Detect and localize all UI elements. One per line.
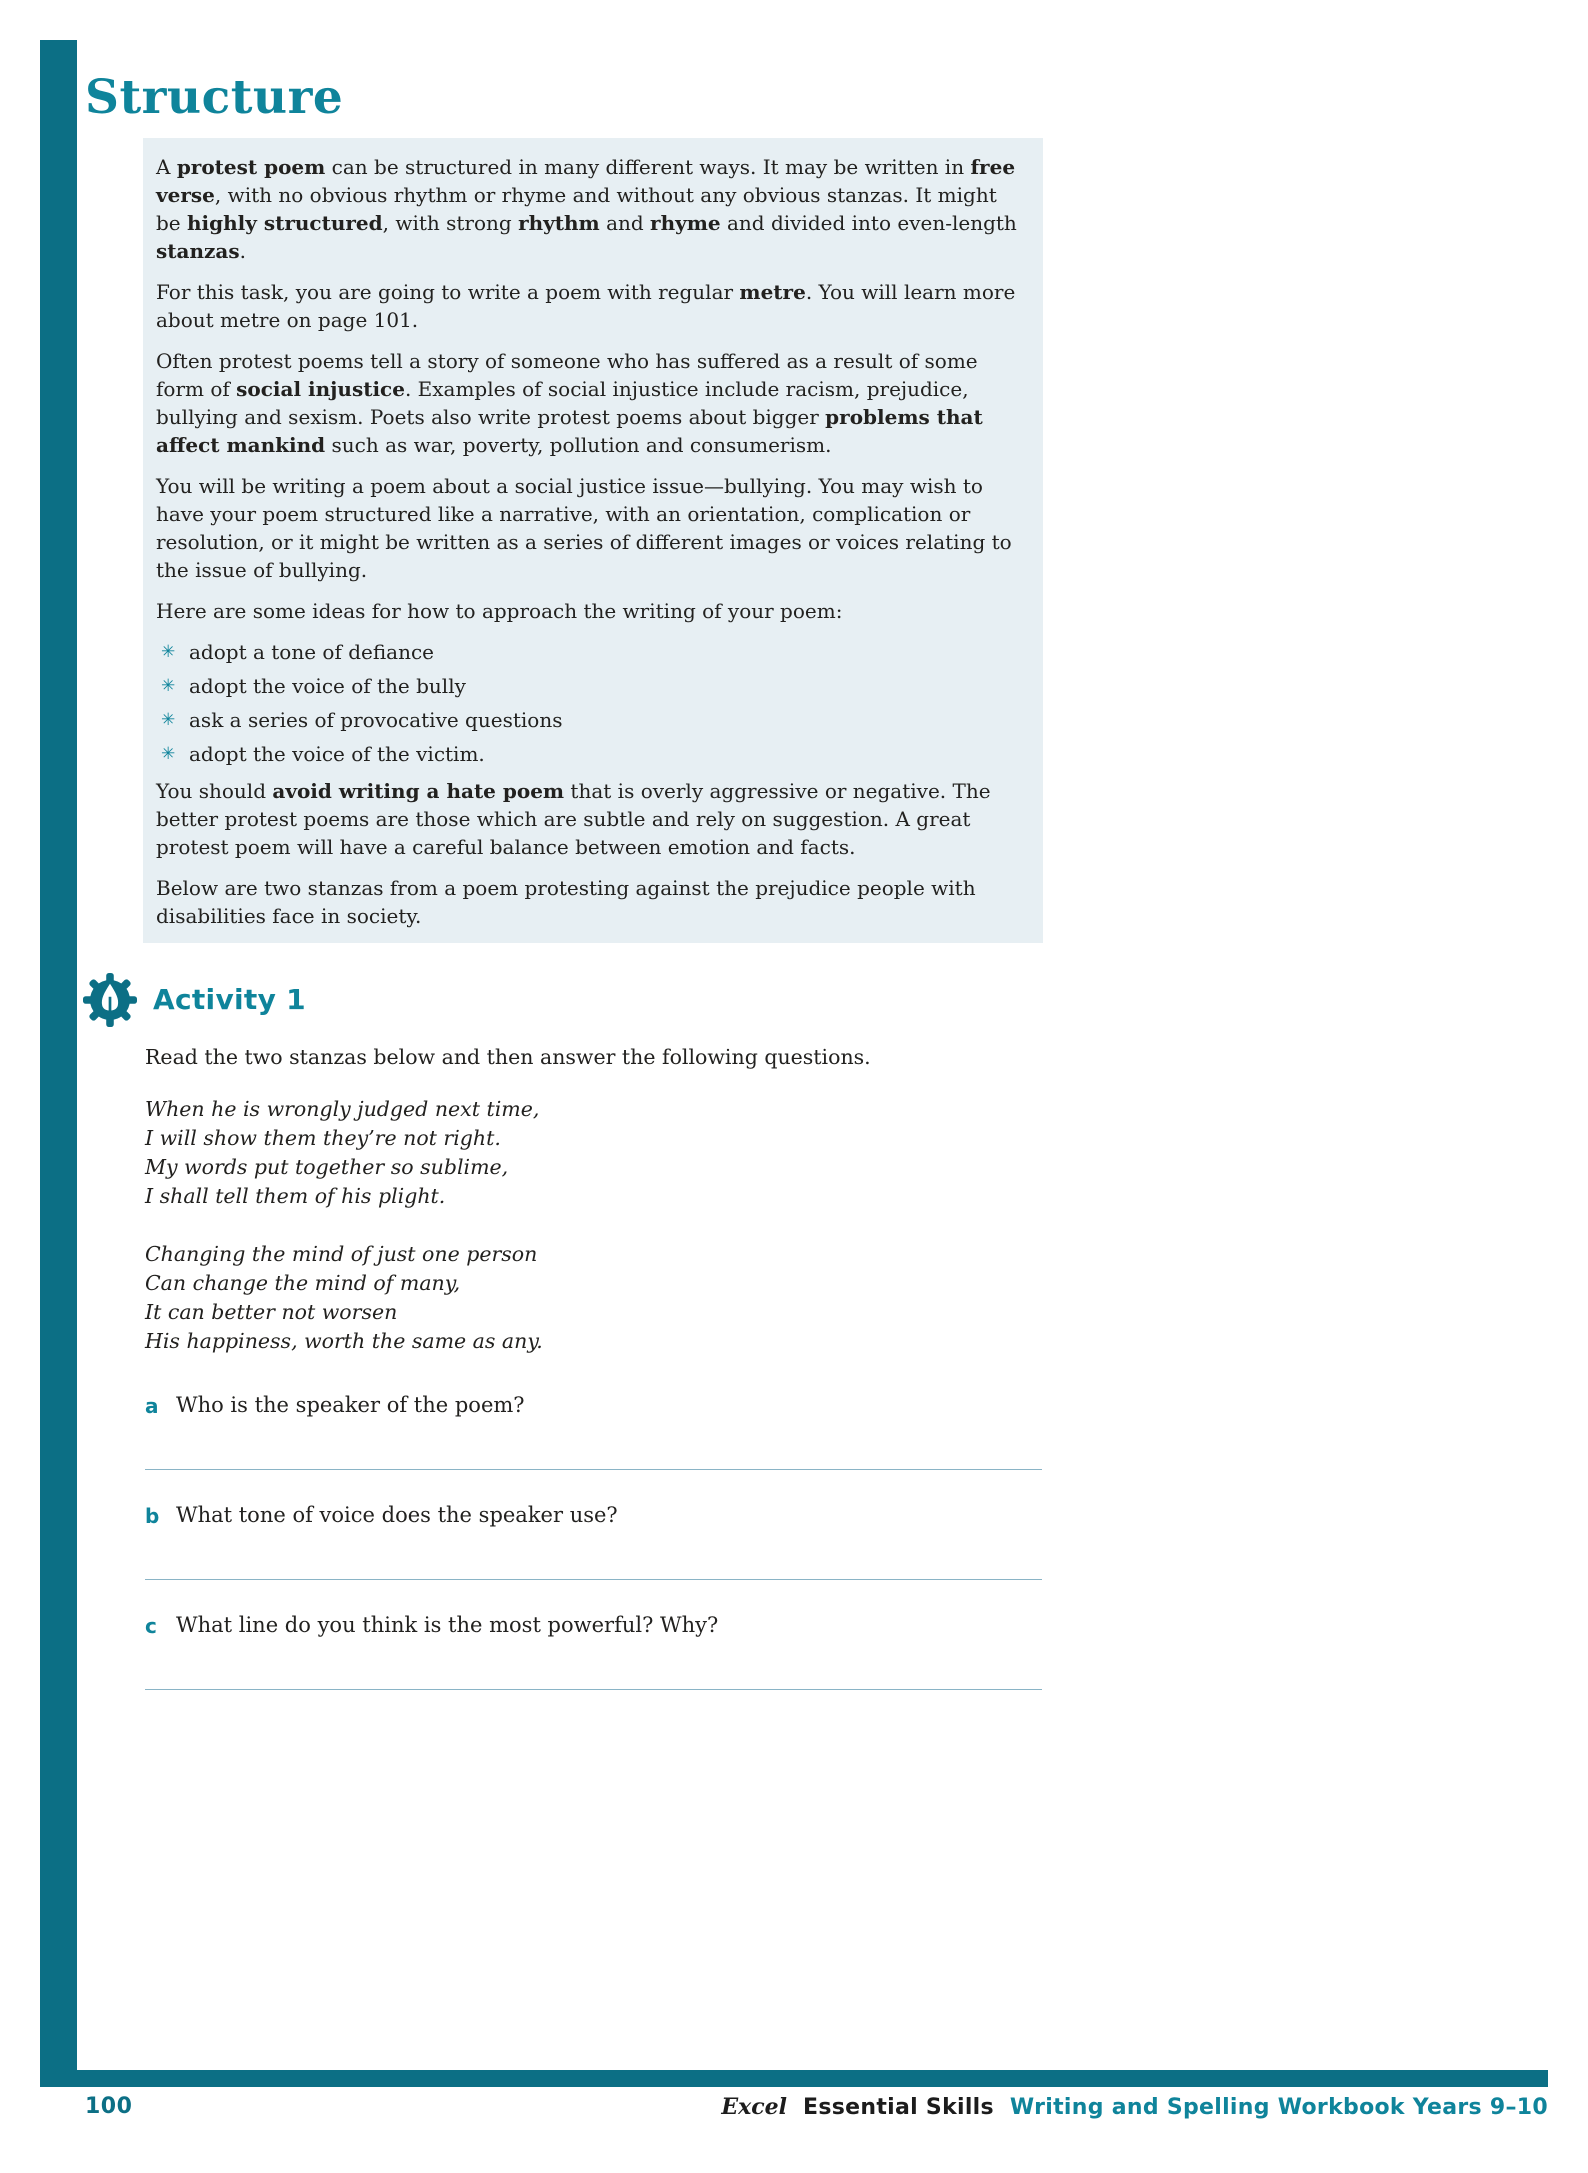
page-number: 100 (85, 2094, 133, 2119)
bullet-list (156, 638, 1019, 768)
question-row (145, 1612, 1042, 1640)
activity-heading: Activity 1 (153, 983, 306, 1017)
intro-paragraphs-after (156, 777, 1019, 930)
paragraph: You should avoid writing a hate poem that is overly aggressive or negative. The better protest poems are those which are subtle and rely on suggestion. A great protest poem will have a careful balance between emotion and facts. (156, 778, 991, 859)
paragraph: A protest poem can be structured in many different ways. It may be written in free verse, with no obvious rhythm or rhyme and without any obvious stanzas. It might be highly structured, with strong rhythm and rhyme and divided into even-length stanzas. (156, 154, 1017, 263)
list-item (161, 706, 1019, 734)
question-label: b (145, 1503, 160, 1528)
intro-paragraphs-before (156, 153, 1019, 625)
answer-line (145, 1579, 1042, 1580)
answer-line (145, 1469, 1042, 1470)
asterisk-bullet-icon: ✳ (161, 709, 176, 730)
bullet-text: adopt a tone of defiance (189, 639, 435, 664)
poem-stanza: Changing the mind of just one person Can change the mind of many, It can better not worsen His happiness, worth the same as any. (145, 1241, 543, 1353)
question-text: Who is the speaker of the poem? (176, 1392, 525, 1417)
activity-header (83, 973, 1588, 1027)
paragraph: Here are some ideas for how to approach the writing of your poem: (156, 598, 843, 623)
footer-series: Essential Skills (803, 2095, 994, 2120)
poem (145, 1095, 1588, 1356)
question-text: What line do you think is the most powerful? Why? (176, 1612, 719, 1637)
paragraph: Below are two stanzas from a poem protesting against the prejudice people with disabilities face in society. (156, 875, 976, 928)
activity-instruction: Read the two stanzas below and then answer the following questions. (145, 1044, 871, 1069)
list-item (161, 638, 1019, 666)
asterisk-bullet-icon: ✳ (161, 743, 176, 764)
footer-brand: Excel (721, 2094, 788, 2120)
answer-line (145, 1689, 1042, 1690)
poem-stanza: When he is wrongly judged next time, I will show them they’re not right. My words put together so sublime, I shall tell them of his plight. (145, 1096, 540, 1208)
question-label: a (145, 1393, 159, 1418)
question-row (145, 1502, 1042, 1530)
bullet-text: adopt the voice of the victim. (189, 741, 485, 766)
question-row (145, 1392, 1042, 1420)
list-item (161, 740, 1019, 768)
bullet-text: ask a series of provocative questions (189, 707, 563, 732)
intro-panel (143, 138, 1043, 943)
paragraph: For this task, you are going to write a poem with regular metre. You will learn more about metre on page 101. (156, 279, 1016, 332)
bullet-text: adopt the voice of the bully (189, 673, 466, 698)
question-text: What tone of voice does the speaker use? (176, 1502, 618, 1527)
paragraph: You will be writing a poem about a social justice issue—bullying. You may wish to have your poem structured like a narrative, with an orientation, complication or resolution, or it might be written as a series of different images or voices relating to the issue of bullying. (156, 473, 1012, 582)
activity-gear-icon (83, 973, 137, 1027)
list-item (161, 672, 1019, 700)
asterisk-bullet-icon: ✳ (161, 675, 176, 696)
footer (721, 2094, 1548, 2120)
page-title: Structure (85, 70, 344, 125)
bottom-border-bar (40, 2070, 1548, 2087)
questions (145, 1392, 1042, 1690)
footer-series-title: Writing and Spelling Workbook Years 9–10 (1009, 2095, 1548, 2120)
question-label: c (145, 1613, 157, 1638)
asterisk-bullet-icon: ✳ (161, 641, 176, 662)
paragraph: Often protest poems tell a story of someone who has suffered as a result of some form of social injustice. Examples of social injustice include racism, prejudice, bullying and sexism. Poets also write protest poems about bigger problems that affect mankind such as war, poverty, pollution and consumerism. (156, 348, 983, 457)
